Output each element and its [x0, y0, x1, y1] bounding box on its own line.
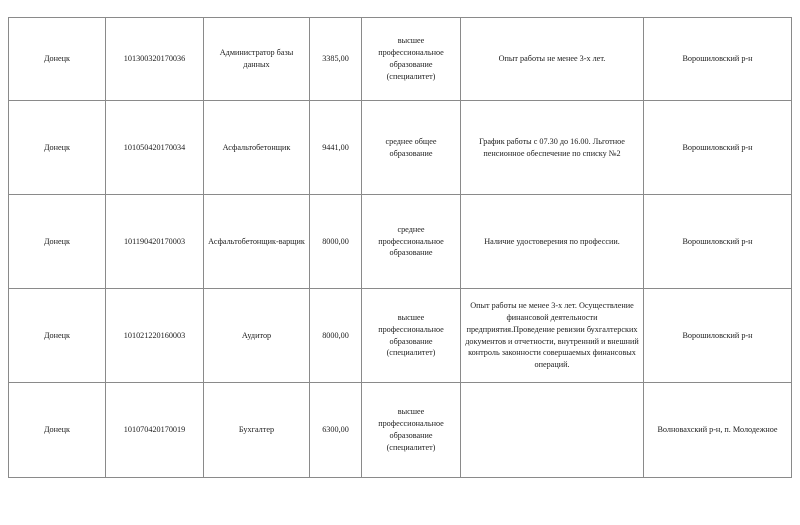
vacancy-id-text: 101070420170019 — [123, 425, 186, 435]
salary-text: 8000,00 — [322, 330, 349, 340]
education-text: высшее профессиональное образование (специалитет) — [378, 312, 444, 358]
vacancy-table — [8, 17, 792, 478]
cell-salary — [310, 289, 362, 383]
cell-city — [9, 101, 106, 195]
table-row — [9, 383, 792, 478]
cell-city — [9, 18, 106, 101]
vacancy-id-text: 101300320170036 — [123, 54, 186, 64]
cell-requirements — [461, 18, 644, 101]
vacancy-id-text: 101050420170034 — [123, 142, 186, 152]
cell-salary — [310, 18, 362, 101]
cell-vacancy-id — [106, 18, 204, 101]
requirements-text: График работы с 07.30 до 16.00. Льготное пенсионное обеспечение по списку №2 — [479, 136, 625, 158]
table-row — [9, 195, 792, 289]
cell-education — [362, 289, 461, 383]
requirements-text: Наличие удостоверения по профессии. — [484, 236, 620, 246]
table-row — [9, 289, 792, 383]
cell-job-title — [204, 289, 310, 383]
cell-salary — [310, 383, 362, 478]
requirements-text: Опыт работы не менее 3-х лет. — [498, 54, 606, 64]
cell-city — [9, 383, 106, 478]
district-text: Ворошиловский р-н — [682, 236, 753, 246]
cell-requirements — [461, 195, 644, 289]
salary-text: 3385,00 — [322, 54, 349, 64]
cell-education — [362, 18, 461, 101]
job-title-text: Администратор базы данных — [219, 48, 294, 69]
cell-district — [644, 289, 792, 383]
cell-district — [644, 101, 792, 195]
cell-vacancy-id — [106, 195, 204, 289]
cell-requirements — [461, 289, 644, 383]
city-text: Донецк — [43, 330, 71, 340]
job-title-text: Бухгалтер — [238, 425, 275, 435]
requirements-text: Опыт работы не менее 3-х лет. Осуществление финансовой деятельности предприятия.Проведение ревизии бухгалтерских документов и отчетности, внутренний и внешний контроль законности совершаемых финансовых операций. — [465, 300, 639, 370]
salary-text: 6300,00 — [322, 425, 349, 435]
district-text: Ворошиловский р-н — [682, 54, 753, 64]
salary-text: 9441,00 — [322, 142, 349, 152]
cell-salary — [310, 101, 362, 195]
city-text: Донецк — [43, 142, 71, 152]
education-text: высшее профессиональное образование (специалитет) — [378, 407, 444, 452]
cell-salary — [310, 195, 362, 289]
cell-city — [9, 195, 106, 289]
cell-district — [644, 18, 792, 101]
city-text: Донецк — [43, 425, 71, 435]
district-text: Ворошиловский р-н — [682, 330, 753, 340]
education-text: среднее общее образование — [385, 136, 437, 158]
salary-text: 8000,00 — [322, 236, 349, 246]
cell-job-title — [204, 101, 310, 195]
cell-vacancy-id — [106, 289, 204, 383]
job-title-text: Асфальтобетонщик-варщик — [208, 236, 305, 246]
cell-education — [362, 195, 461, 289]
job-title-text: Аудитор — [241, 330, 272, 340]
vacancy-id-text: 101190420170003 — [123, 236, 186, 246]
cell-city — [9, 289, 106, 383]
cell-district — [644, 383, 792, 478]
district-text: Ворошиловский р-н — [682, 142, 753, 152]
cell-vacancy-id — [106, 101, 204, 195]
job-title-text: Асфальтобетонщик — [222, 142, 291, 152]
table-row — [9, 18, 792, 101]
education-text: высшее профессиональное образование (специалитет) — [378, 36, 444, 81]
cell-vacancy-id — [106, 383, 204, 478]
cell-job-title — [204, 195, 310, 289]
city-text: Донецк — [43, 236, 71, 246]
cell-job-title — [204, 18, 310, 101]
cell-education — [362, 383, 461, 478]
education-text: среднее профессиональное образование — [378, 224, 444, 258]
vacancy-table-body — [9, 18, 792, 478]
cell-job-title — [204, 383, 310, 478]
district-text: Волновахский р-н, п. Молодежное — [657, 425, 778, 435]
cell-education — [362, 101, 461, 195]
city-text: Донецк — [43, 54, 71, 64]
table-row — [9, 101, 792, 195]
cell-requirements — [461, 101, 644, 195]
cell-requirements — [461, 383, 644, 478]
vacancy-id-text: 101021220160003 — [123, 330, 186, 340]
cell-district — [644, 195, 792, 289]
